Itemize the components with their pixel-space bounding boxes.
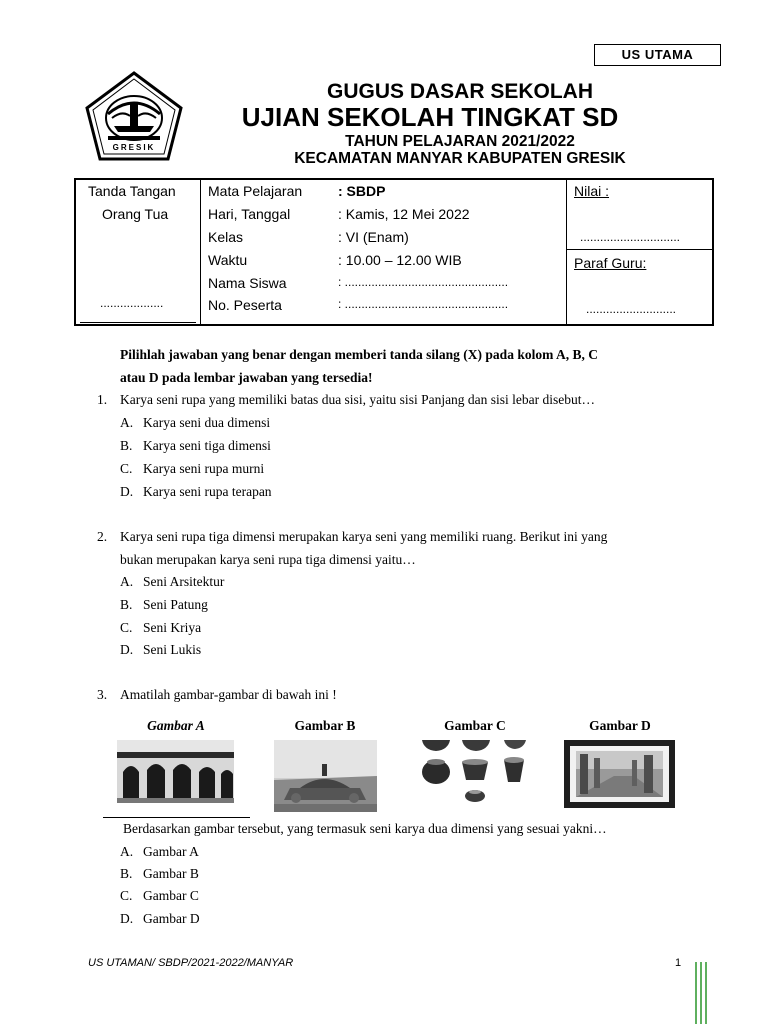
header-line-1: GUGUS DASAR SEKOLAH — [326, 80, 594, 103]
q2-text-1: Karya seni rupa tiga dimensi merupakan karya seni yang memiliki ruang. Berikut ini yang — [120, 529, 608, 544]
image-a-label: Gambar A — [147, 718, 205, 733]
header-title: UJIAN SEKOLAH TINGKAT SD — [241, 102, 619, 132]
q2-option-b-letter: B. — [120, 597, 133, 612]
footer-code: US UTAMAN/ SBDP/2021-2022/MANYAR — [88, 957, 294, 969]
q3-text: Amatilah gambar-gambar di bawah ini ! — [120, 687, 337, 702]
underline-rule — [103, 817, 250, 818]
q1-option-d[interactable]: Karya seni rupa terapan — [143, 484, 272, 499]
participant-number-label: No. Peserta — [208, 297, 282, 313]
time-label: Waktu — [208, 252, 248, 268]
signature-field[interactable]: ................... — [100, 296, 164, 310]
q1-number: 1. — [97, 392, 108, 407]
margin-bar — [705, 962, 707, 1024]
q3-option-d[interactable]: Gambar D — [143, 911, 200, 926]
signature-label-2: Orang Tua — [102, 206, 169, 222]
q2-option-c-letter: C. — [120, 620, 133, 635]
teacher-initial-label: Paraf Guru: — [574, 255, 647, 271]
image-d-label: Gambar D — [589, 718, 651, 733]
score-label: Nilai : — [574, 183, 610, 199]
image-c-pottery — [418, 738, 530, 804]
instruction-line-2: atau D pada lembar jawaban yang tersedia! — [120, 370, 373, 385]
signature-label: Tanda Tangan — [88, 183, 176, 199]
q2-option-a[interactable]: Seni Arsitektur — [143, 574, 225, 589]
q3-text-2: Berdasarkan gambar tersebut, yang termasuk seni karya dua dimensi yang sesuai yakni… — [123, 821, 607, 836]
q1-option-b[interactable]: Karya seni tiga dimensi — [143, 438, 271, 453]
class-value: : VI (Enam) — [338, 229, 409, 245]
date-label: Hari, Tanggal — [208, 206, 291, 222]
margin-bar — [695, 962, 697, 1024]
q2-option-c[interactable]: Seni Kriya — [143, 620, 202, 635]
q2-option-a-letter: A. — [120, 574, 134, 589]
header-line-4: KECAMATAN MANYAR KABUPATEN GRESIK — [294, 150, 626, 167]
q1-option-c[interactable]: Karya seni rupa murni — [143, 461, 265, 476]
instruction-line-1: Pilihlah jawaban yang benar dengan memberi tanda silang (X) pada kolom A, B, C — [120, 347, 598, 362]
q3-option-b-letter: B. — [120, 866, 133, 881]
q3-option-a-letter: A. — [120, 844, 134, 859]
q3-option-b[interactable]: Gambar B — [143, 866, 199, 881]
exam-type-badge: US UTAMA — [594, 44, 721, 66]
q2-option-b[interactable]: Seni Patung — [143, 597, 208, 612]
q3-option-c-letter: C. — [120, 888, 133, 903]
q2-number: 2. — [97, 529, 108, 544]
date-value: : Kamis, 12 Mei 2022 — [338, 206, 470, 222]
q1-text: Karya seni rupa yang memiliki batas dua sisi, yaitu sisi Panjang dan sisi lebar disebut… — [120, 392, 596, 407]
table-divider — [566, 180, 567, 324]
participant-number-field[interactable]: : ................................................. — [338, 297, 509, 311]
image-c-label: Gambar C — [444, 718, 506, 733]
q1-option-a[interactable]: Karya seni dua dimensi — [143, 415, 271, 430]
image-b-temple — [274, 740, 377, 812]
image-b-label: Gambar B — [294, 718, 356, 733]
q2-option-d-letter: D. — [120, 642, 134, 657]
subject-label: Mata Pelajaran — [208, 183, 303, 199]
image-d-painting — [564, 740, 675, 808]
page-number: 1 — [675, 957, 682, 969]
q2-text-2: bukan merupakan karya seni rupa tiga dimensi yaitu… — [120, 552, 416, 567]
exam-info-table — [74, 178, 714, 326]
score-field[interactable]: .............................. — [580, 230, 681, 244]
image-a-arches — [117, 740, 234, 803]
margin-bar — [700, 962, 702, 1024]
table-divider — [200, 180, 201, 324]
q3-option-c[interactable]: Gambar C — [143, 888, 199, 903]
q3-option-d-letter: D. — [120, 911, 134, 926]
teacher-initial-field[interactable]: ........................... — [586, 302, 677, 316]
q1-option-b-letter: B. — [120, 438, 133, 453]
header-line-3: TAHUN PELAJARAN 2021/2022 — [345, 133, 575, 150]
table-divider — [566, 249, 712, 250]
student-name-field[interactable]: : ................................................. — [338, 275, 509, 289]
q3-option-a[interactable]: Gambar A — [143, 844, 199, 859]
q1-option-c-letter: C. — [120, 461, 133, 476]
q1-option-d-letter: D. — [120, 484, 134, 499]
time-value: : 10.00 – 12.00 WIB — [338, 252, 462, 268]
q2-option-d[interactable]: Seni Lukis — [143, 642, 202, 657]
q3-number: 3. — [97, 687, 108, 702]
table-divider — [80, 322, 196, 323]
logo-text: GRESIK — [112, 143, 156, 152]
class-label: Kelas — [208, 229, 244, 245]
subject-value: : SBDP — [338, 183, 386, 199]
gresik-emblem-logo — [84, 70, 184, 162]
student-name-label: Nama Siswa — [208, 275, 287, 291]
q1-option-a-letter: A. — [120, 415, 134, 430]
